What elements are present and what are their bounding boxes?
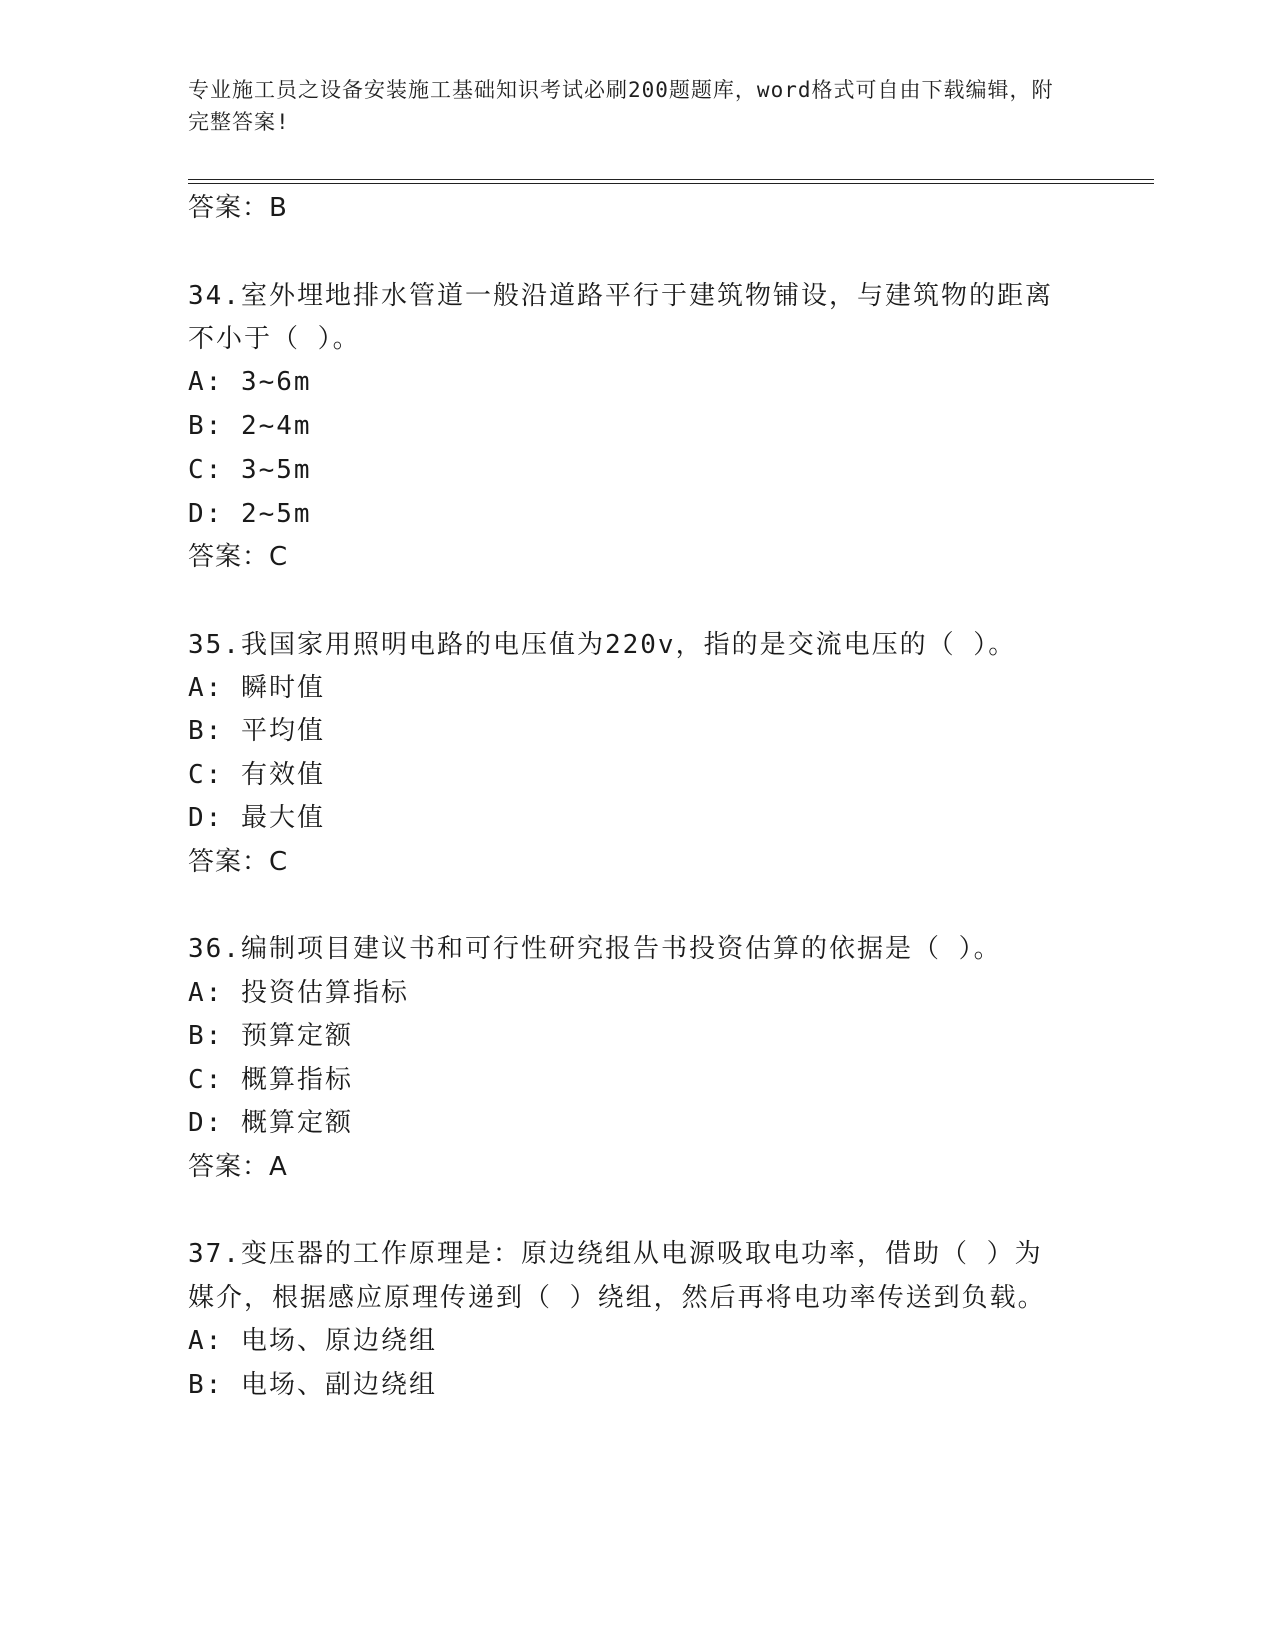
question-36-option-b: B: 预算定额 [188,1021,353,1051]
question-36-answer: 答案：A [188,1152,288,1182]
question-34-option-b: B: 2~4m [188,411,312,441]
question-35-stem-line-1: 35.我国家用照明电路的电压值为220v，指的是交流电压的（ ）。 [188,630,1017,660]
question-37-stem-line-2: 媒介，根据感应原理传递到（ ）绕组，然后再将电功率传送到负载。 [188,1283,1046,1313]
header-divider-top [188,179,1154,180]
question-35-option-a: A: 瞬时值 [188,673,325,703]
question-37-option-a: A: 电场、原边绕组 [188,1326,437,1356]
question-36-option-c: C: 概算指标 [188,1065,353,1095]
question-35-option-d: D: 最大值 [188,803,325,833]
previous-answer: 答案：B [188,193,288,223]
question-35-answer: 答案：C [188,847,289,877]
question-36-stem-line-1: 36.编制项目建议书和可行性研究报告书投资估算的依据是（ ）。 [188,934,1002,964]
question-34-answer: 答案：C [188,542,289,572]
question-34-option-c: C: 3~5m [188,455,312,485]
question-36-option-a: A: 投资估算指标 [188,978,409,1008]
question-37-stem-line-1: 37.变压器的工作原理是：原边绕组从电源吸取电功率，借助（ ）为 [188,1239,1043,1269]
question-34-stem-line-2: 不小于（ ）。 [188,324,361,354]
question-34-option-a: A: 3~6m [188,367,312,397]
question-35-option-c: C: 有效值 [188,760,325,790]
question-37-option-b: B: 电场、副边绕组 [188,1370,437,1400]
question-36-option-d: D: 概算定额 [188,1108,353,1138]
question-34-stem-line-1: 34.室外埋地排水管道一般沿道路平行于建筑物铺设，与建筑物的距离 [188,281,1053,311]
question-35-option-b: B: 平均值 [188,716,325,746]
question-34-option-d: D: 2~5m [188,499,312,529]
document-header: 专业施工员之设备安装施工基础知识考试必刷200题题库，word格式可自由下载编辑，附完整答案! [188,78,1054,134]
header-divider-bottom [188,183,1154,184]
